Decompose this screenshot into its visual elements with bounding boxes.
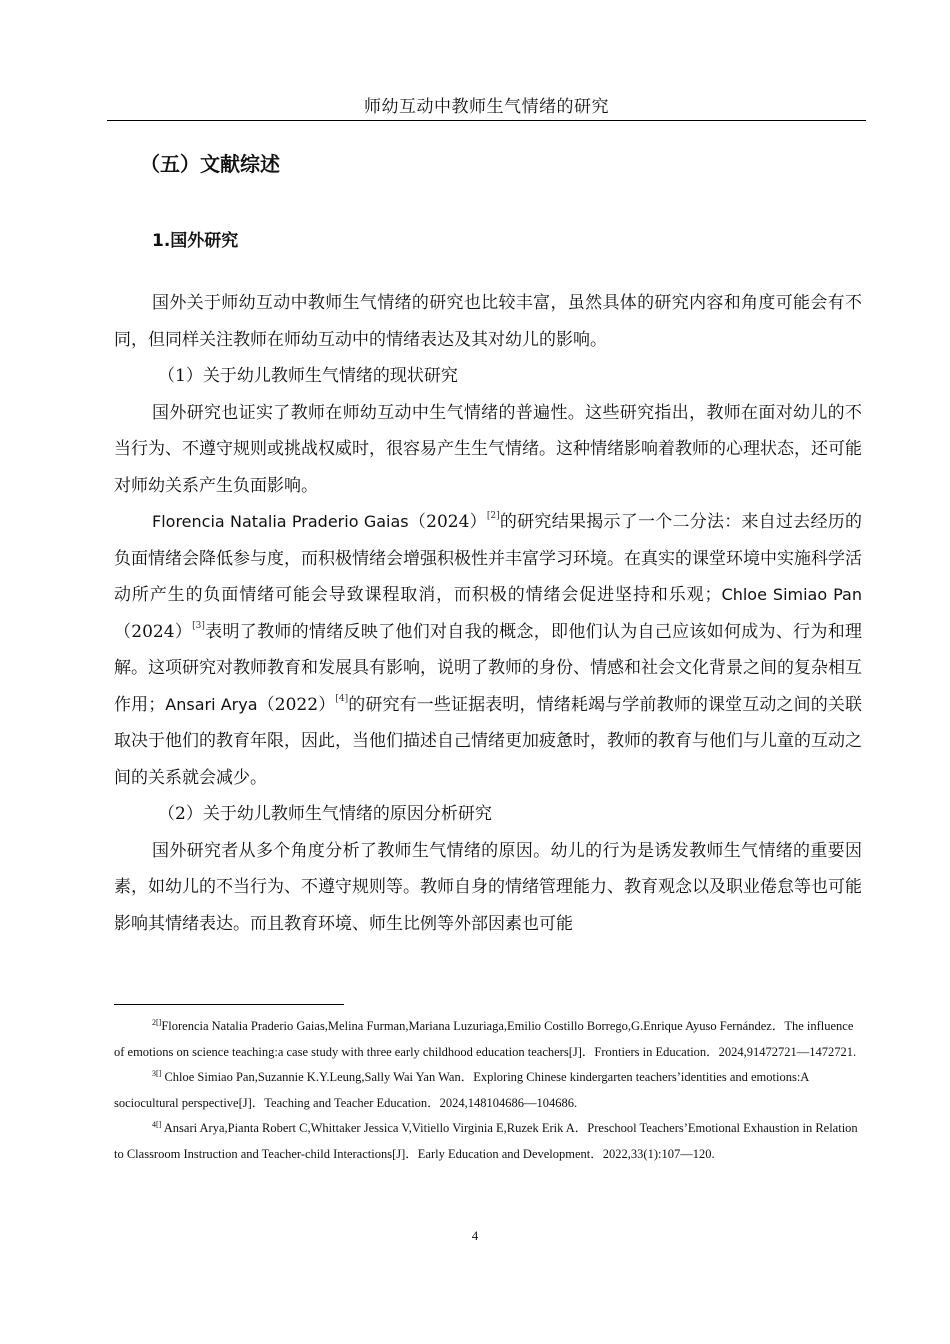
footnote-text: Florencia Natalia Praderio Gaias,Melina Furman,Mariana Luzuriaga,Emilio Costillo Borrego,G.Enrique Ayuso Fernández．The influence of emotions on science teaching:a case study with three early childhood education teachers[J]．Frontiers in Education．2024,91472721—1472721. <box>114 1019 857 1059</box>
footnote-marker: 3[] <box>152 1069 162 1078</box>
subsection-heading: 1.国外研究 <box>152 231 239 251</box>
author-name: Chloe Simiao Pan <box>721 585 863 604</box>
topic-label-causes: （2）关于幼儿教师生气情绪的原因分析研究 <box>158 804 492 824</box>
citation-year: （2024） <box>408 512 487 532</box>
footnote-marker: 2[] <box>152 1018 162 1027</box>
footnote-text: Chloe Simiao Pan,Suzannie K.Y.Leung,Sally Wai Yan Wan．Exploring Chinese kindergarten teachers’identities and emotions:A sociocultural perspective[J]．Teaching and Teacher Education．2024,148104686—104686. <box>114 1070 809 1110</box>
running-header: 师幼互动中教师生气情绪的研究 <box>107 92 866 121</box>
footnotes <box>114 1014 862 1167</box>
footnote-text: Ansari Arya,Pianta Robert C,Whittaker Jessica V,Vitiello Virginia E,Ruzek Erik A．Preschool Teachers’Emotional Exhaustion in Relation to Classroom Instruction and Teacher-child Interactions[J]．Early Education and Development．2022,33(1):107—120. <box>114 1121 858 1161</box>
body-text <box>114 285 862 942</box>
citation-marker[interactable]: [4] <box>335 693 349 704</box>
author-name: Ansari Arya <box>165 694 258 714</box>
paragraph-causes: 国外研究者从多个角度分析了教师生气情绪的原因。幼儿的行为是诱发教师生气情绪的重要因素，如幼儿的不当行为、不遵守规则等。教师自身的情绪管理能力、教育观念以及职业倦怠等也可能影响其情绪表达。而且教育环境、师生比例等外部因素也可能 <box>114 840 862 934</box>
page-number: 4 <box>471 1228 479 1243</box>
footnote-marker: 4[] <box>152 1120 162 1129</box>
paragraph-text: 的研究有一些证据表明，情绪耗竭与学前教师的课堂互动之间的关联取决于他们的教育年限，因此，当他们描述自己情绪更加疲惫时，教师的教育与他们与儿童的互动之间的关系就会减少。 <box>114 694 863 788</box>
topic-label-status: （1）关于幼儿教师生气情绪的现状研究 <box>158 366 458 386</box>
paragraph-text: 的研究结果揭示了一个二分法：来自过去经历的负面情绪会降低参与度，而积极情绪会增强积极性并丰富学习环境。在真实的课堂环境中实施科学活动所产生的负面情绪可能会导致课程取消，而积极的情绪会促进坚持和乐观； <box>114 512 863 605</box>
paragraph-status: 国外研究也证实了教师在师幼互动中生气情绪的普遍性。这些研究指出，教师在面对幼儿的不当行为、不遵守规则或挑战权威时，很容易产生生气情绪。这种情绪影响着教师的心理状态，还可能对师幼关系产生负面影响。 <box>114 402 862 496</box>
footnote-item <box>114 1116 862 1167</box>
footnote-item <box>114 1014 862 1065</box>
paragraph-intro: 国外关于师幼互动中教师生气情绪的研究也比较丰富，虽然具体的研究内容和角度可能会有不同，但同样关注教师在师幼互动中的情绪表达及其对幼儿的影响。 <box>114 293 862 350</box>
paragraph-text: 表明了教师的情绪反映了他们对自我的概念，即他们认为自己应该如何成为、行为和理解。这项研究对教师教育和发展具有影响，说明了教师的身份、情感和社会文化背景之间的复杂相互作用； <box>114 621 862 715</box>
section-heading: （五）文献综述 <box>140 152 280 176</box>
citation-marker[interactable]: [2] <box>486 511 500 521</box>
author-name: Florencia Natalia Praderio Gaias <box>152 512 409 531</box>
footnote-item <box>114 1065 862 1116</box>
citation-year: （2024） <box>114 621 193 642</box>
paragraph-studies <box>114 504 862 796</box>
citation-marker[interactable]: [3] <box>192 620 205 631</box>
citation-year: （2022） <box>257 694 336 715</box>
footnote-divider <box>114 1004 344 1005</box>
